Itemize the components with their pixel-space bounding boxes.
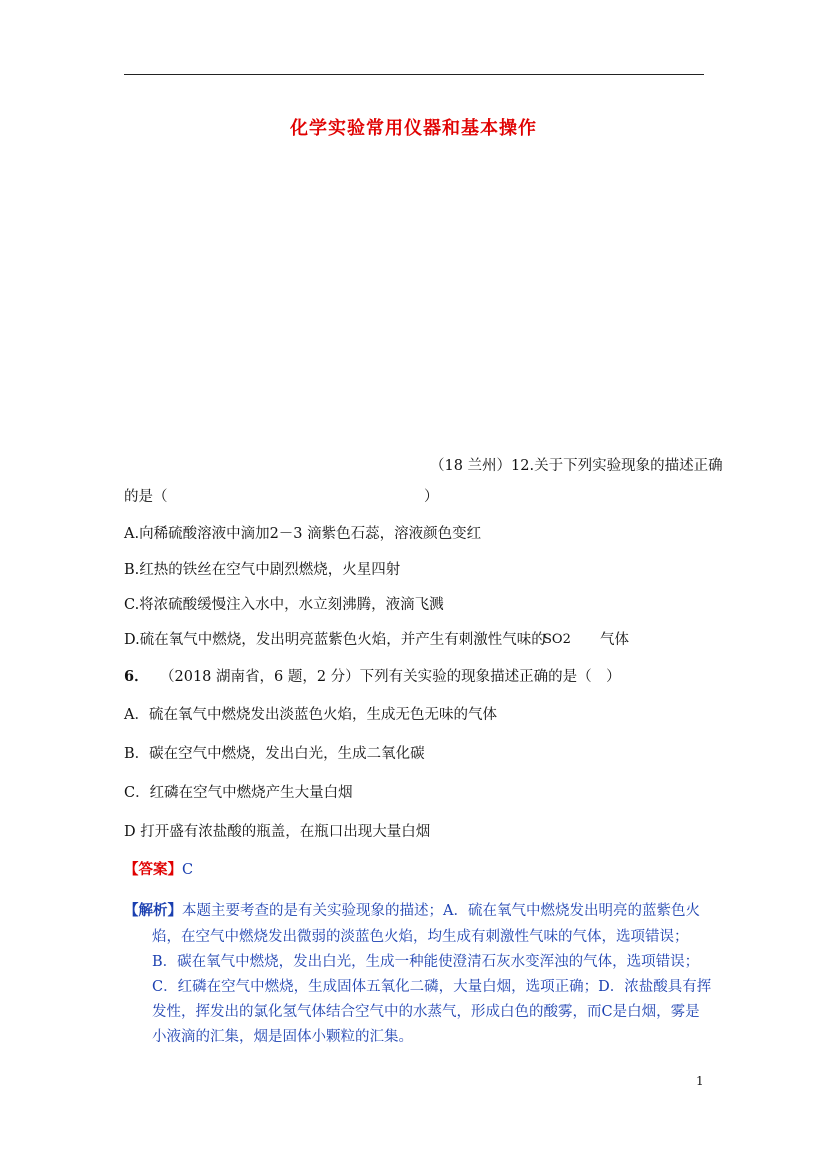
question-12-line2-end: ）	[424, 489, 439, 505]
question-12-line2-start: 的是（	[124, 489, 168, 505]
analysis-line-4: C．红磷在空气中燃烧，生成固体五氧化二磷，大量白烟，选项正确；D．浓盐酸具有挥	[152, 979, 712, 995]
question-6-number: 6．	[124, 668, 149, 685]
question-12-option-d: D.硫在氧气中燃烧，发出明亮蓝紫色火焰，并产生有刺激性气味的	[124, 632, 546, 648]
analysis-line-3: B．碳在氧气中燃烧，发出白光，生成一种能使澄清石灰水变浑浊的气体，选项错误；	[152, 954, 700, 970]
question-6-option-a: A．硫在氧气中燃烧发出淡蓝色火焰，生成无色无味的气体	[124, 707, 497, 723]
question-6-option-d: D 打开盛有浓盐酸的瓶盖，在瓶口出现大量白烟	[124, 824, 431, 840]
question-6-option-c: C．红磷在空气中燃烧产生大量白烟	[124, 785, 353, 801]
question-12-option-d-formula: SO2	[543, 632, 571, 647]
question-6-stem: （2018 湖南省，6 题，2 分）下列有关实验的现象描述正确的是（ ）	[160, 669, 621, 685]
question-12-option-d-tail: 气体	[600, 632, 629, 648]
analysis-line-1	[124, 899, 700, 920]
analysis-label: 【解析】	[124, 902, 182, 919]
question-12-option-a: A.向稀硫酸溶液中滴加2－3 滴紫色石蕊，溶液颜色变红	[124, 526, 482, 542]
header-rule	[124, 74, 704, 75]
answer-label: 【答案】	[124, 861, 182, 878]
question-6-option-b: B．碳在空气中燃烧，发出白光，生成二氧化碳	[124, 746, 425, 762]
answer-line	[124, 860, 193, 880]
question-12-line1: （18 兰州）12.关于下列实验现象的描述正确	[430, 458, 723, 474]
page-number: 1	[696, 1074, 704, 1088]
analysis-line-2: 焰，在空气中燃烧发出微弱的淡蓝色火焰，均生成有刺激性气味的气体，选项错误；	[152, 929, 689, 945]
analysis-text-1: 本题主要考查的是有关实验现象的描述；A．硫在氧气中燃烧发出明亮的蓝紫色火	[182, 903, 700, 919]
page-title: 化学实验常用仪器和基本操作	[290, 118, 537, 139]
question-12-option-c: C.将浓硫酸缓慢注入水中，水立刻沸腾，液滴飞溅	[124, 597, 444, 613]
answer-value: C	[182, 862, 194, 878]
analysis-line-5: 发性，挥发出的氯化氢气体结合空气中的水蒸气，形成白色的酸雾，而C是白烟，雾是	[152, 1004, 700, 1020]
question-12-option-b: B.红热的铁丝在空气中剧烈燃烧，火星四射	[124, 562, 401, 578]
analysis-line-6: 小液滴的汇集，烟是固体小颗粒的汇集。	[152, 1029, 413, 1045]
